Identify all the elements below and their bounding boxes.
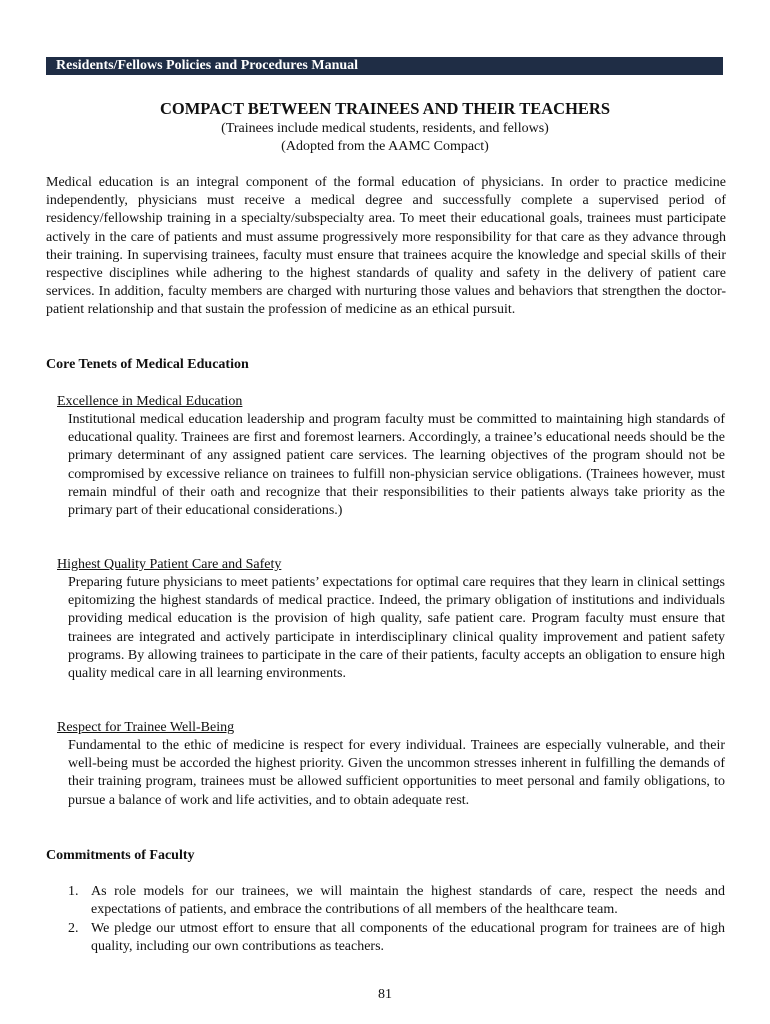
page-number: 81	[378, 987, 392, 1002]
tenet-patient-care-body: Preparing future physicians to meet patients’ expectations for optimal care requires that they learn in clinical settings epitomizing the highest standards of medical practice. Indeed, the primary obligation of institutions and individuals providing medical education is the provision of high quality, safe patient care. Program faculty must ensure that trainees are integrated and actively participate in interdisciplinary clinical quality improvement and patient safety programs. By allowing trainees to participate in the care of their patients, faculty accepts an obligation to ensure high quality medical care in all learning environments.	[68, 575, 725, 682]
tenet-excellence-body: Institutional medical education leadership and program faculty must be committed to maintaining high standards of educational quality. Trainees are first and foremost learners. Accordingly, a trainee’s educational needs should be the primary determinant of any assigned patient care services. The learning objectives of the program should not be compromised by excessive reliance on trainees to fulfill non-physician service obligations. (Trainees however, must remain mindful of their oath and recognize that their responsibilities to their patients always take priority as the primary part of their educational considerations.)	[68, 412, 725, 519]
tenet-excellence-title: Excellence in Medical Education	[57, 394, 243, 409]
manual-header-bar	[46, 57, 723, 75]
commitment-text: We pledge our utmost effort to ensure that all components of the educational program for trainees are of high quality, including our own contributions as teachers.	[91, 921, 725, 955]
commitments-heading: Commitments of Faculty	[46, 848, 195, 863]
document-subtitle-trainees: (Trainees include medical students, residents, and fellows)	[221, 121, 549, 136]
manual-header-title: Residents/Fellows Policies and Procedures Manual	[56, 58, 359, 73]
commitment-text: As role models for our trainees, we will maintain the highest standards of care, respect the needs and expectations of patients, and embrace the contributions of all members of the healthcare team.	[91, 884, 725, 918]
tenet-patient-care-title: Highest Quality Patient Care and Safety	[57, 557, 282, 572]
tenet-well-being-body: Fundamental to the ethic of medicine is respect for every individual. Trainees are especially vulnerable, and their well-being must be accorded the highest priority. Given the uncommon stresses inherent in fulfilling the demands of their training program, trainees must be allowed sufficient opportunities to meet personal and family obligations, to pursue a balance of work and life activities, and to obtain adequate rest.	[68, 738, 725, 808]
tenet-well-being-title: Respect for Trainee Well-Being	[57, 720, 235, 735]
commitment-number: 1.	[68, 884, 79, 899]
document-subtitle-source: (Adopted from the AAMC Compact)	[281, 139, 489, 154]
core-tenets-heading: Core Tenets of Medical Education	[46, 357, 249, 372]
document-title: COMPACT BETWEEN TRAINEES AND THEIR TEACHERS	[159, 99, 611, 118]
intro-paragraph: Medical education is an integral component of the formal education of physicians. In order to practice medicine independently, physicians must receive a medical degree and successfully complete a supervised period of residency/fellowship training in a specialty/subspecialty area. To meet their educational goals, trainees must participate actively in the care of patients and must assume progressively more responsibility for that care as they advance through their training. In supervising trainees, faculty must ensure that trainees acquire the knowledge and special skills of their respective disciplines while adhering to the highest standards of quality and safety in the delivery of patient care services. In addition, faculty members are charged with nurturing those values and behaviors that strengthen the doctor-patient relationship and that sustain the profession of medicine as an ethical pursuit.	[46, 175, 726, 318]
commitment-number: 2.	[68, 921, 79, 936]
